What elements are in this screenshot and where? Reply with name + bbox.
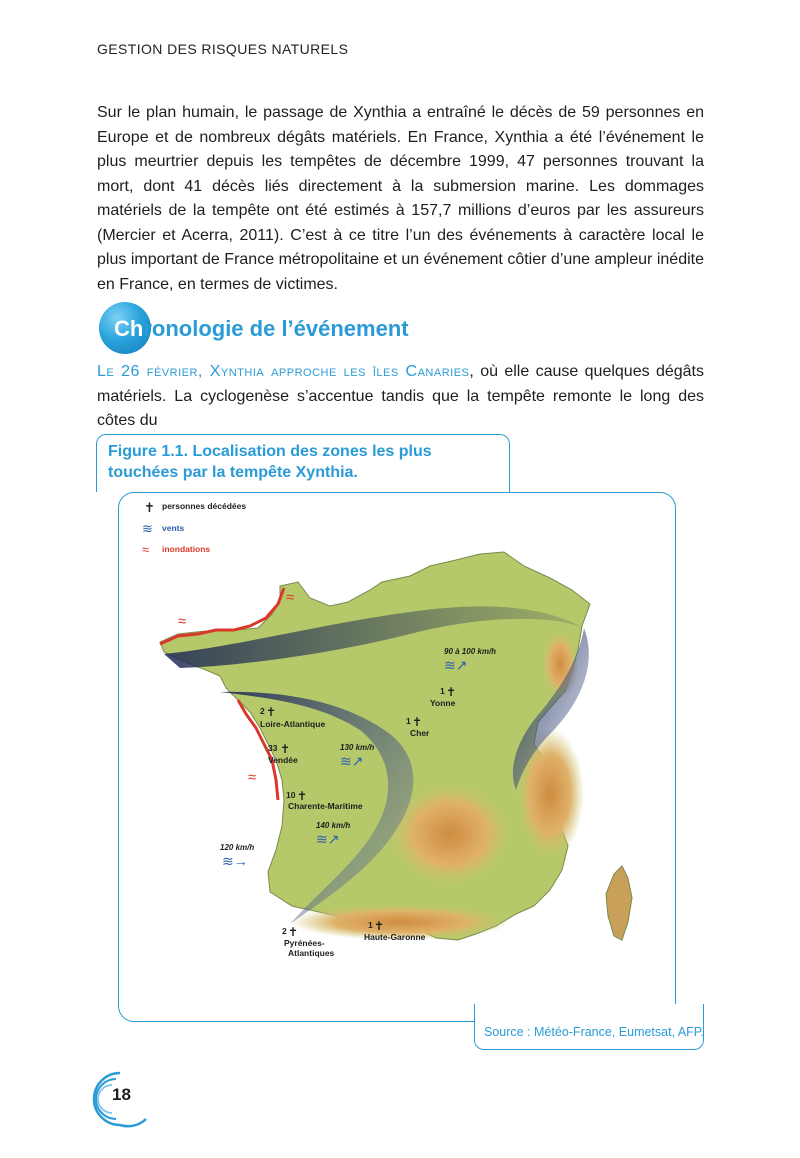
place-count: 1 <box>368 920 373 930</box>
cross-icon: ✝ <box>412 715 423 729</box>
legend-flood-icon: ≈ <box>142 542 150 557</box>
cross-icon: ✝ <box>280 742 291 756</box>
legend-winds-label: vents <box>162 523 185 533</box>
cross-icon: ✝ <box>297 789 308 803</box>
wind-speed-label: 140 km/h <box>316 821 351 830</box>
page-number: 18 <box>112 1085 131 1104</box>
place-name: Yonne <box>430 698 456 708</box>
section-title <box>114 316 409 342</box>
wind-icon: ≋↗ <box>316 831 340 847</box>
cross-icon: ✝ <box>288 925 299 939</box>
figure-caption: Figure 1.1. Localisation des zones les plus touchées par la tempête Xynthia. <box>108 443 432 481</box>
intro-paragraph <box>97 360 704 434</box>
legend-cross-icon: ✝ <box>144 500 155 515</box>
intro-lead: Le 26 février, Xynthia approche les îles Canaries <box>97 363 470 380</box>
legend-floods-label: inondations <box>162 544 211 554</box>
wind-icon: ≋↗ <box>444 657 468 673</box>
place-count: 1 <box>440 686 445 696</box>
intro-rest: , où elle cause quelques dégâts matériels. La cyclogenèse s’accentue tandis que la tempête remonte le long des côtes du <box>97 363 705 429</box>
place-name: Cher <box>410 728 430 738</box>
place-name: Charente-Maritime <box>288 801 363 811</box>
flood-icon-brittany: ≈ <box>178 613 187 630</box>
place-count: 1 <box>406 716 411 726</box>
cross-icon: ✝ <box>374 919 385 933</box>
running-header: GESTION DES RISQUES NATURELS <box>97 41 349 57</box>
place-name-line2: Atlantiques <box>288 948 335 958</box>
place-count: 10 <box>286 790 296 800</box>
map-legend <box>142 500 246 557</box>
cross-icon: ✝ <box>446 685 457 699</box>
wind-speed-label: 120 km/h <box>220 843 255 852</box>
corsica-island <box>606 866 632 940</box>
legend-deaths-label: personnes décédées <box>162 501 247 511</box>
wind-speed-label: 130 km/h <box>340 743 375 752</box>
wind-atlantic <box>220 843 254 869</box>
section-title-initial: Ch <box>114 316 144 341</box>
wind-icon: ≋↗ <box>340 753 364 769</box>
figure-source: Source : Météo-France, Eumetsat, AFP. <box>484 1025 705 1039</box>
wind-icon: ≋→ <box>222 853 248 869</box>
place-count: 33 <box>268 743 278 753</box>
place-count: 2 <box>260 706 265 716</box>
france-map <box>120 494 674 1020</box>
wind-speed-label: 90 à 100 km/h <box>444 647 497 656</box>
body-paragraph: Sur le plan humain, le passage de Xynthia a entraîné le décès de 59 personnes en Europe et de nombreux dégâts matériels. En France, Xynthia a été l’événement le plus meurtrier depuis les tempêtes de décembre 1999, 47 personnes trouvant la mort, dont 41 décès liés directement à la submersion marine. Les dommages matériels de la tempête ont été estimés à 157,7 millions d’euros par les assureurs (Mercier et Acerra, 2011). C’est à ce titre l’un des événements à caractère local le plus important de France métropolitaine et un événement côtier d’une ampleur inédite en France, en termes de victimes. <box>97 104 704 293</box>
section-title-rest: ronologie de l’événement <box>143 316 409 341</box>
place-name: Haute-Garonne <box>364 932 426 942</box>
flood-icon-normandy: ≈ <box>286 589 295 606</box>
place-name: Loire-Atlantique <box>260 719 326 729</box>
place-name-line1: Pyrénées- <box>284 938 325 948</box>
place-count: 2 <box>282 926 287 936</box>
flood-icon-charente: ≈ <box>248 769 257 786</box>
cross-icon: ✝ <box>266 705 277 719</box>
legend-wind-icon: ≋ <box>142 521 153 536</box>
place-name: Vendée <box>268 755 298 765</box>
